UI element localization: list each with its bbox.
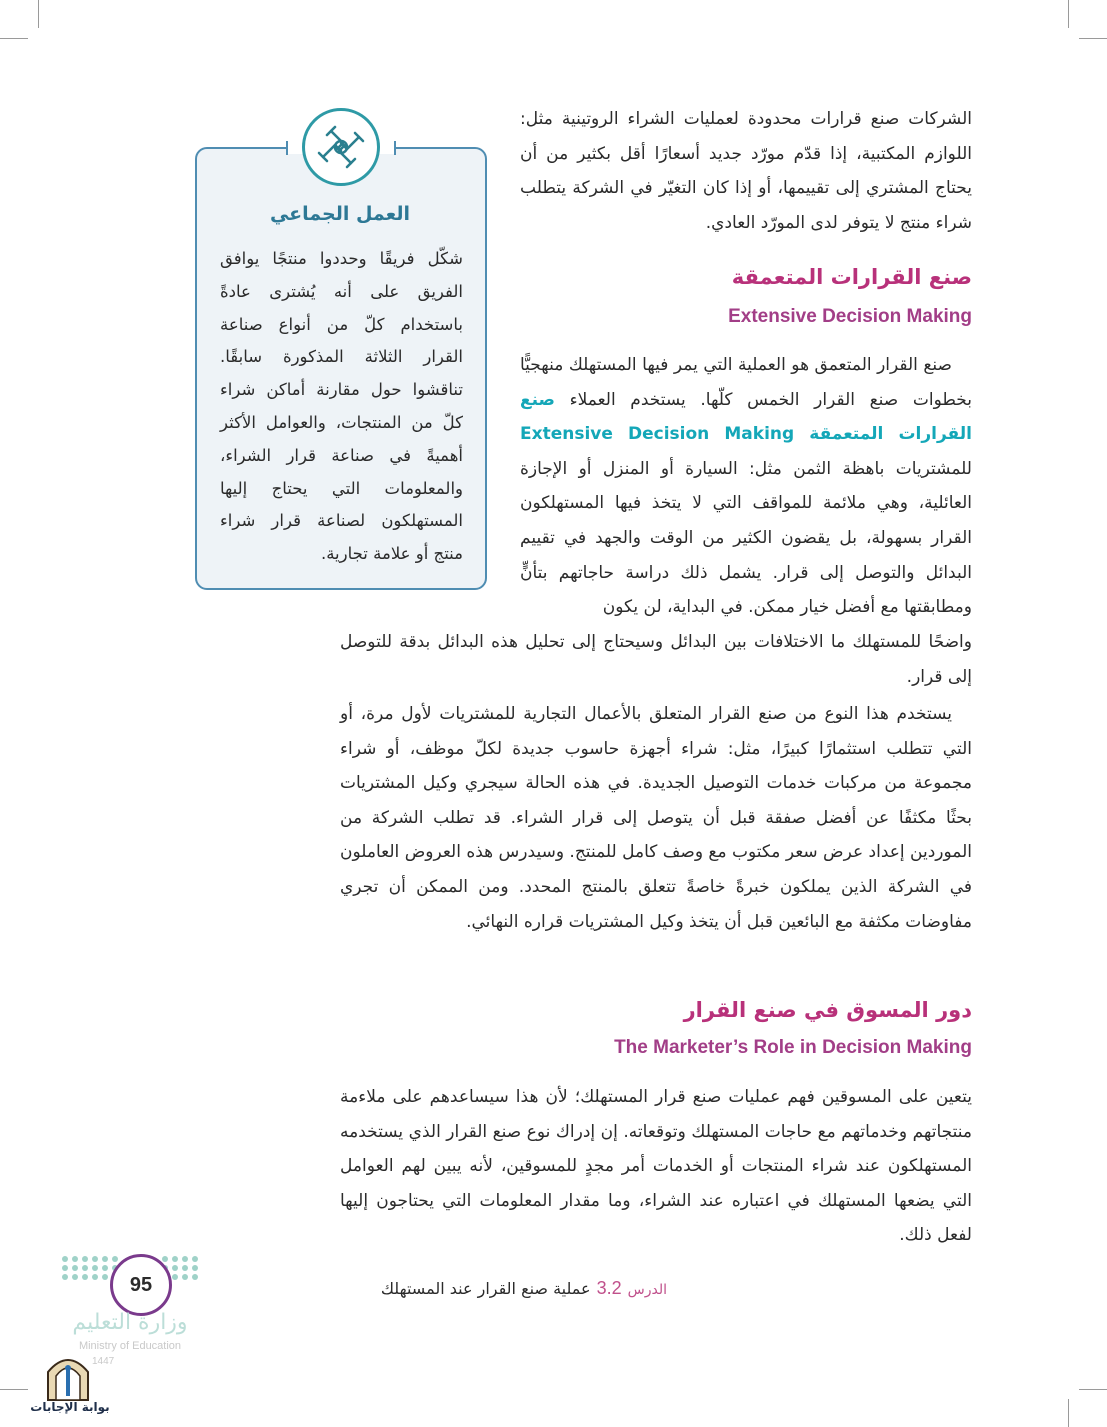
crop-mark: [1079, 38, 1107, 39]
crop-mark: [0, 38, 28, 39]
box-text: شكّل فريقًا وحددوا منتجًا يوافق الفريق على أنه يُشترى عادةً باستخدام كلّ من أنواع صناعة القرار الثلاثة المذكورة سابقًا. تناقشوا حول مقارنة أماكن شراء كلّ من المنتجات، والعوامل الأكثر أهميةً في صناعة قرار الشراء، والمعلومات التي يحتاج إليها المستهلكون لصناعة قرار شراء منتج أو علامة تجارية.: [220, 249, 463, 564]
gate-watermark-text: بوابة الإجابات: [30, 1400, 110, 1414]
section-paragraph: يستخدم هذا النوع من صنع القرار المتعلق بالأعمال التجارية للمشتريات لأول مرة، أو التي تتطلب استثمارًا كبيرًا، مثل: شراء أجهزة حاسوب جديدة لكلّ موظف، أو شراء مجموعة من مركبات خدمات التوصيل الجديدة. في هذه الحالة سيجري وكيل المشتريات بحثًا مكثفًا عن أفضل صفقة قبل أن يتوصل إلى قرار الشراء. قد تطلب الشركة من الموردين إعداد عرض سعر مكتوب مع وصف كامل للمنتج. وسيدرس هذه العروض العاملون في الشركة الذين يملكون خبرةً خاصةً تتعلق بالمنتج المحدد. ومن الممكن أن تجري مفاوضات مكثفة مع البائعين قبل أن يتخذ وكيل المشتريات قراره النهائي.: [340, 704, 972, 932]
crop-mark: [1068, 1399, 1069, 1427]
section-paragraph: يتعين على المسوقين فهم عمليات صنع قرار المستهلك؛ لأن هذا سيساعدهم على ملاءمة منتجاتهم وخدماتهم مع حاجات المستهلك وتوقعاته. إن إدراك نوع صنع القرار الذي يستخدمه المستهلكون عند شراء المنتجات أو الخدمات أمر مجدٍ للمسوقين، لأنه يبين لهم العوامل التي يضعها المستهلك في اعتباره عند الشراء، وما مقدار المعلومات التي يحتاجون إليها لفعل ذلك.: [340, 1087, 972, 1246]
box-tick: [286, 141, 288, 155]
section-title-arabic: صنع القرارات المتعمقة: [731, 265, 972, 289]
box-title: العمل الجماعي: [269, 203, 411, 225]
ministry-logo-text: وزارة التعليم: [72, 1310, 188, 1335]
intro-paragraph: الشركات صنع قرارات محدودة لعمليات الشراء الروتينية مثل: اللوازم المكتبية، إذا قدّم مورّد جديد أسعارًا أقل بكثير من أن يحتاج المشتري إلى تقييمها، أو إذا كان التغيّر في الشركة يتطلب شراء منتج لا يتوفر لدى المورّد العادي.: [520, 109, 972, 233]
box-tick: [394, 141, 396, 155]
section-paragraph-continued: واضحًا للمستهلك ما الاختلافات بين البدائل وسيحتاج إلى تحليل هذه البدائل بدقة للتوصل إلى قرار.: [340, 632, 972, 687]
crop-mark: [1079, 1389, 1107, 1390]
lesson-number: 3.2: [596, 1278, 622, 1298]
section-title-arabic: دور المسوق في صنع القرار: [683, 998, 972, 1022]
page-number: 95: [110, 1254, 172, 1316]
section-paragraph: [520, 348, 972, 625]
crop-mark: [1068, 0, 1069, 28]
paragraph-text: صنع القرار المتعمق هو العملية التي يمر فيها المستهلك منهجيًّا بخطوات صنع القرار الخمس كلّها. يستخدم العملاء: [520, 355, 972, 410]
ministry-year: 1447: [92, 1356, 115, 1367]
section-title-english: Extensive Decision Making: [728, 306, 972, 327]
gate-logo-icon: [44, 1350, 92, 1402]
teamwork-hands-icon: [302, 108, 380, 186]
crop-mark: [38, 0, 39, 28]
ministry-logo-text-en: Ministry of Education: [78, 1340, 182, 1352]
section-title-english: The Marketer’s Role in Decision Making: [614, 1037, 972, 1058]
crop-mark: [0, 1389, 28, 1390]
lesson-title: عملية صنع القرار عند المستهلك: [380, 1279, 591, 1298]
paragraph-text: للمشتريات باهظة الثمن مثل: السيارة أو المنزل أو الإجازة العائلية، وهي ملائمة للمواقف التي لا يتخذ فيها المستهلكون القرار بسهولة، بل يقضون الكثير من الوقت والجهد في تقييم البدائل والتوصل إلى قرار. يشمل ذلك دراسة حاجاتهم بتأنٍّ ومطابقتها مع أفضل خيار ممكن. في البداية، لن يكون: [520, 458, 972, 618]
highlight-term: صنع القرارات المتعمقة Extensive Decision Making: [520, 389, 973, 445]
footer-lesson: [381, 1278, 667, 1299]
lesson-label: الدرس: [627, 1282, 667, 1298]
